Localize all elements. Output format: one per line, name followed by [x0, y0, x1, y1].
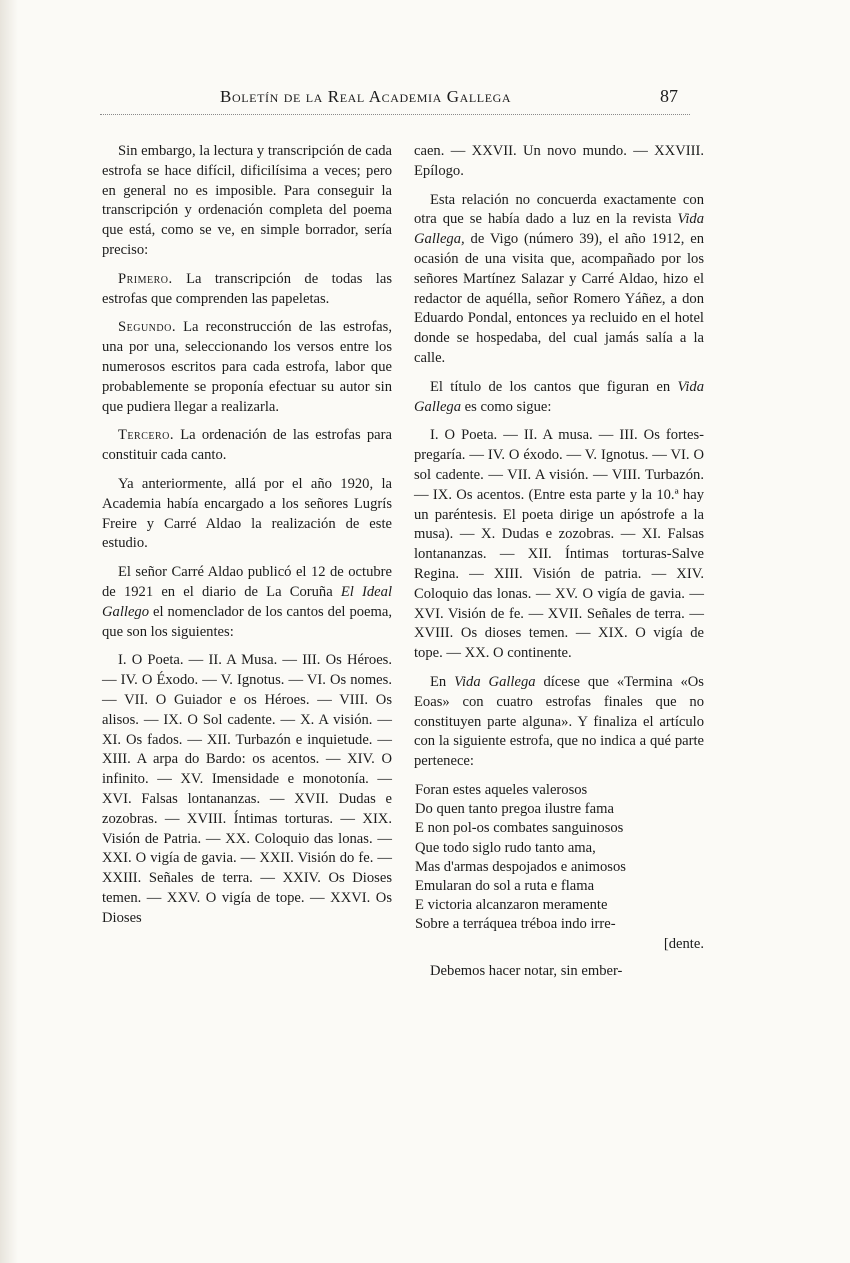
- paragraph: Debemos hacer notar, sin ember-: [430, 962, 623, 979]
- paragraph-text: En: [430, 673, 455, 690]
- paragraph: Sin embargo, la lectura y transcripción de cada estrofa se hace difícil, dificilísima a veces; pero en general no es imposible. Para conseguir la transcripción y ordenación completa del poema que está, como se ve, en simple borrador, sería preciso:: [102, 143, 392, 258]
- magazine-title: Vida Gallega: [414, 378, 704, 415]
- poem-line-continuation: [dente.: [663, 935, 704, 952]
- paragraph: [414, 191, 704, 369]
- paragraph-text: el nomenclador de los cantos del poema, que son los siguientes:: [102, 603, 392, 640]
- paragraph-text: La transcripción de todas las estrofas que comprenden las papeletas.: [102, 270, 392, 307]
- poem-line: Do quen tanto pregoa ilustre fama: [415, 801, 614, 818]
- poem-line: E victoria alcanzaron meramente: [415, 897, 608, 914]
- poem-line: Emularan do sol a ruta e flama: [415, 877, 595, 894]
- label-second: Segundo.: [118, 319, 176, 336]
- label-first: Primero.: [118, 270, 173, 287]
- paragraph-text: La reconstrucción de las estrofas, una por una, seleccionando los versos entre los numerosos escritos para cada estrofa, labor que probablemente se proponía efectuar su autor sin que pudiera llegar a realizarla.: [102, 319, 392, 415]
- journal-title: Boletín de la Real Academia Gallega: [220, 87, 512, 106]
- paragraph-text: es como sigue:: [461, 398, 552, 415]
- poem-line: Mas d'armas despojados e animosos: [415, 858, 626, 875]
- paragraph: Ya anteriormente, allá por el año 1920, la Academia había encargado a los señores Lugrís Freire y Carré Aldao la realización de este estudio.: [102, 475, 392, 552]
- paragraph-text: de Vigo (número 39), el año 1912, en ocasión de una visita que, acompañado por los señores Martínez Salazar y Carré Aldao, hizo el redactor de aquélla, señor Romero Yáñez, a don Eduardo Pondal, entonces ya recluido en el hotel donde se hospedaba, del cual jamás salía a la calle.: [414, 231, 704, 366]
- paragraph: [414, 378, 704, 418]
- paragraph: [414, 673, 704, 772]
- left-column: [102, 142, 392, 937]
- scan-edge: [0, 0, 18, 1263]
- cantos-list: I. O Poeta. — II. A Musa. — III. Os Héroes. — IV. O Éxodo. — V. Ignotus. — VI. Os nomes. — VII. O Guiador e os Héroes. — VIII. Os alisos. — IX. O Sol cadente. — X. A visión. — XI. Os fados. — XII. Turbazón e inquietude. — XIII. A arpa do Bardo: os acentos. — XIV. O infinito. — XV. Imensidade e monotonía. — XVI. Falsas lontananzas. — XVII. Dudas e zozobras. — XVIII. Íntimas torturas. — XIX. Visión de Patria. — XX. Coloquio das lonas. — XXI. O vigía de gavia. — XXII. Visión do fe. — XXIII. Señales de terra. — XXIV. Os Dioses temen. — XXV. O vigía de tope. — XXVI. Os Dioses: [102, 652, 392, 926]
- magazine-title: Vida Gallega: [454, 673, 536, 690]
- poem-line: Sobre a terráquea tréboa indo irre-: [415, 916, 616, 933]
- paragraph: [102, 426, 392, 466]
- right-column: [414, 142, 704, 991]
- poem-line: Foran estes aqueles valerosos: [415, 781, 588, 798]
- paragraph: [102, 270, 392, 310]
- paragraph-text: Esta relación no concuerda exactamente con otra que se había dado a luz en la revista: [414, 191, 704, 228]
- cantos-list: I. O Poeta. — II. A musa. — III. Os fortes-pregaría. — IV. O éxodo. — V. Ignotus. — VI. O sol cadente. — VII. A visión. — VIII. Turbazón. — IX. Os acentos. (Entre esta parte y la 10.ª hay un paréntesis. El poeta dirige un apóstrofe a la musa). — X. Dudas e zozobras. — XI. Falsas lontananzas. — XII. Íntimas torturas-Salve Regina. — XIII. Visión de patria. — XIV. Coloquio das lonas. — XV. O vigía de gavia. — XVI. Visión de fe. — XVII. Señales de terra. — XVIII. Os dioses temen. — XIX. O vigía de tope. — XX. O continente.: [414, 427, 704, 662]
- page-header: [100, 84, 690, 115]
- paragraph-text: La ordenación de las estrofas para constituir cada canto.: [102, 427, 392, 464]
- poem-line: Que todo siglo rudo tanto ama,: [415, 839, 596, 856]
- poem-stanza: [414, 781, 704, 954]
- paragraph-text: El título de los cantos que figuran en: [430, 378, 678, 395]
- label-third: Tercero.: [118, 427, 175, 444]
- paragraph-text: El señor Carré Aldao publicó el 12 de octubre de 1921 en el diario de La Coruña: [102, 564, 392, 600]
- newspaper-title: El Ideal Gallego: [102, 583, 393, 620]
- page-number: 87: [660, 86, 678, 106]
- paragraph: [102, 563, 392, 642]
- paragraph: [102, 318, 392, 417]
- poem-line: E non pol-os combates sanguinosos: [415, 820, 624, 837]
- magazine-title: Vida Gallega,: [414, 211, 704, 248]
- paragraph-text: dícese que «Termina «Os Eoas» con cuatro estrofas finales que no constituyen parte alguna». Y finaliza el artículo con la siguiente estrofa, que no indica a qué parte pertenece:: [414, 673, 704, 770]
- paragraph: caen. — XXVII. Un novo mundo. — XXVIII. Epílogo.: [414, 143, 704, 179]
